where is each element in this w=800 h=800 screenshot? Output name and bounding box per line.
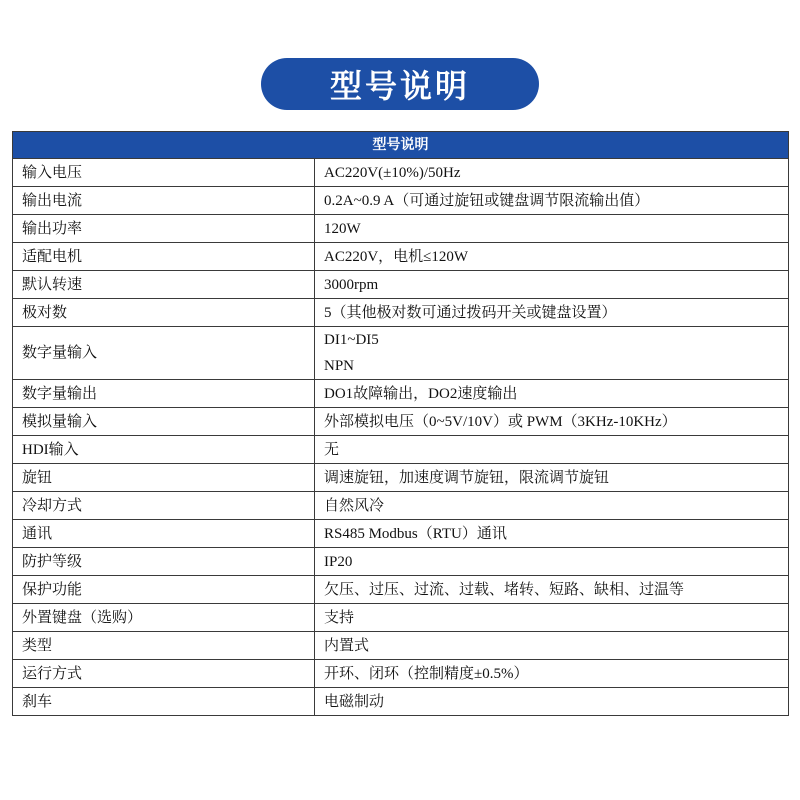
table-row [13, 215, 789, 243]
table-row [13, 660, 789, 688]
spec-value: DO1故障输出，DO2速度输出 [315, 380, 789, 408]
spec-label: 适配电机 [13, 243, 315, 271]
table-row [13, 492, 789, 520]
spec-value: 欠压、过压、过流、过载、堵转、短路、缺相、过温等 [315, 576, 789, 604]
spec-label: 数字量输出 [13, 380, 315, 408]
spec-label: 通讯 [13, 520, 315, 548]
spec-value: 5（其他极对数可通过拨码开关或键盘设置） [315, 299, 789, 327]
spec-label: 刹车 [13, 688, 315, 716]
table-row [13, 159, 789, 187]
page-title-banner [261, 58, 539, 110]
table-row [13, 299, 789, 327]
spec-value: IP20 [315, 548, 789, 576]
spec-value-line: DI1~DI5 [324, 332, 379, 348]
spec-value: 无 [315, 436, 789, 464]
table-row [13, 380, 789, 408]
spec-value-line: NPN [324, 358, 355, 374]
spec-value [315, 327, 789, 380]
spec-label: 保护功能 [13, 576, 315, 604]
spec-value: 调速旋钮，加速度调节旋钮，限流调节旋钮 [315, 464, 789, 492]
table-row [13, 632, 789, 660]
spec-label: 默认转速 [13, 271, 315, 299]
spec-value: 内置式 [315, 632, 789, 660]
spec-value: 外部模拟电压（0~5V/10V）或 PWM（3KHz-10KHz） [315, 408, 789, 436]
table-row [13, 520, 789, 548]
spec-value: 3000rpm [315, 271, 789, 299]
spec-label: 数字量输入 [13, 327, 315, 380]
table-row [13, 271, 789, 299]
table-row [13, 576, 789, 604]
table-row [13, 327, 789, 380]
table-header-row [13, 132, 789, 159]
spec-label: 输出功率 [13, 215, 315, 243]
spec-label: 输出电流 [13, 187, 315, 215]
spec-label: 类型 [13, 632, 315, 660]
table-header: 型号说明 [13, 132, 789, 159]
spec-value: 电磁制动 [315, 688, 789, 716]
spec-table-body [13, 159, 789, 716]
spec-value: AC220V，电机≤120W [315, 243, 789, 271]
spec-label: 外置键盘（选购） [13, 604, 315, 632]
table-row [13, 548, 789, 576]
table-row [13, 408, 789, 436]
spec-label: 输入电压 [13, 159, 315, 187]
spec-value: 0.2A~0.9 A（可通过旋钮或键盘调节限流输出值） [315, 187, 789, 215]
spec-value: AC220V(±10%)/50Hz [315, 159, 789, 187]
table-row [13, 187, 789, 215]
spec-value: 支持 [315, 604, 789, 632]
spec-label: HDI输入 [13, 436, 315, 464]
table-row [13, 436, 789, 464]
spec-label: 防护等级 [13, 548, 315, 576]
spec-value: RS485 Modbus（RTU）通讯 [315, 520, 789, 548]
spec-value: 120W [315, 215, 789, 243]
table-row [13, 688, 789, 716]
table-row [13, 243, 789, 271]
spec-label: 运行方式 [13, 660, 315, 688]
spec-value: 自然风冷 [315, 492, 789, 520]
table-row [13, 604, 789, 632]
spec-label: 极对数 [13, 299, 315, 327]
spec-value: 开环、闭环（控制精度±0.5%） [315, 660, 789, 688]
table-row [13, 464, 789, 492]
spec-label: 冷却方式 [13, 492, 315, 520]
spec-label: 模拟量输入 [13, 408, 315, 436]
spec-table [12, 131, 789, 716]
spec-label: 旋钮 [13, 464, 315, 492]
page-title: 型号说明 [329, 67, 470, 105]
